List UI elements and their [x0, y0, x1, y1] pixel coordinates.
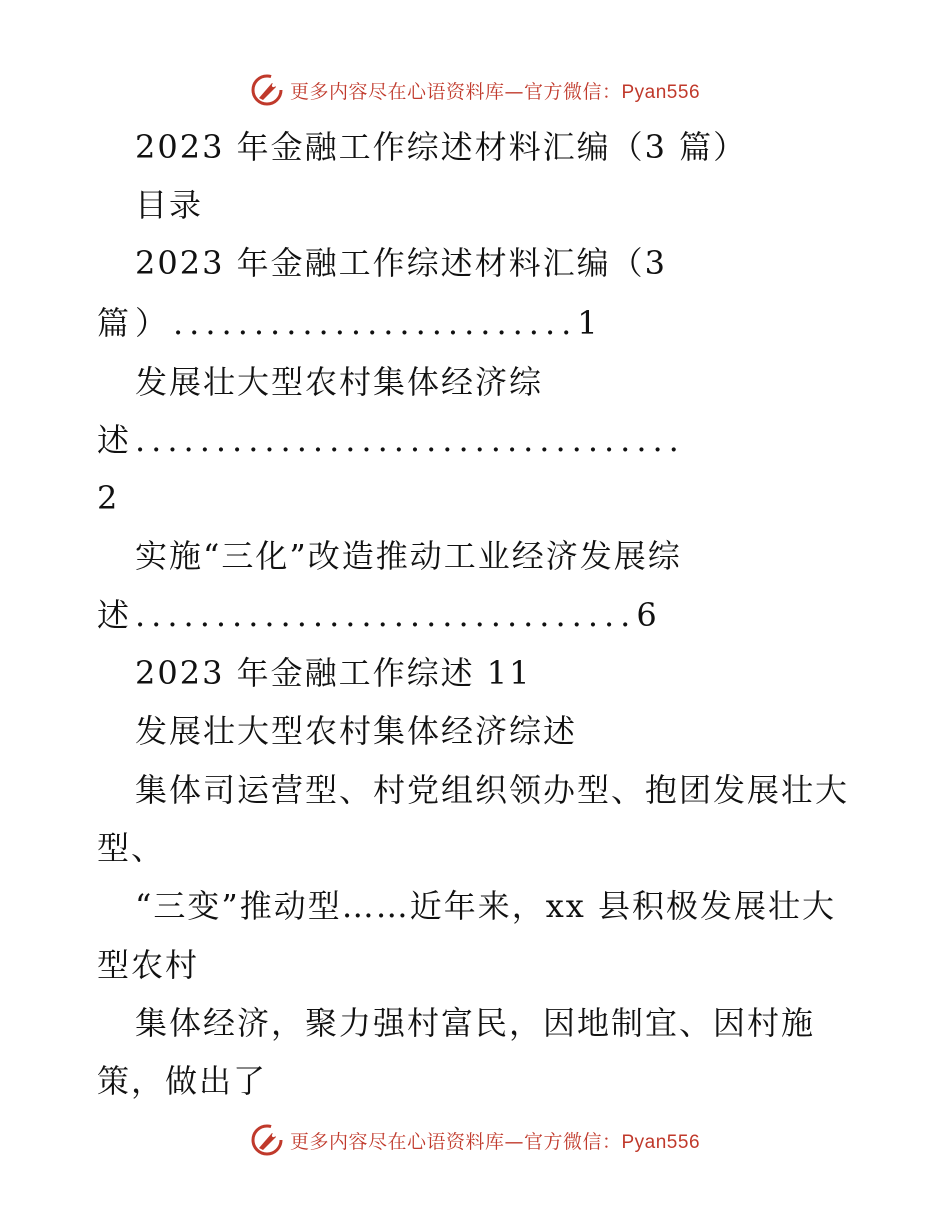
toc-entry-3-line1: 实施“三化”改造推动工业经济发展综 — [135, 537, 682, 575]
paragraph-1-line2: 型、 — [97, 829, 166, 867]
toc-heading: 目录 — [135, 186, 204, 224]
paragraph-2-line2: 型农村 — [97, 946, 200, 984]
toc-entry-3-line2: 述...............................6 — [97, 596, 663, 634]
toc-entry-2-line2: 述.................................. — [97, 421, 685, 459]
paragraph-1-line1: 集体司运营型、村党组织领办型、抱团发展壮大 — [135, 771, 850, 809]
watermark-text: 更多内容尽在心语资料库—官方微信：Pyan556 — [289, 1130, 701, 1153]
toc-entry-2-line3: 2 — [97, 479, 120, 517]
watermark-footer — [0, 1120, 950, 1160]
pen-nib-logo-icon — [250, 1123, 284, 1157]
paragraph-3-line1: 集体经济，聚力强村富民，因地制宜、因村施 — [135, 1004, 816, 1042]
article-title: 发展壮大型农村集体经济综述 — [135, 712, 578, 750]
toc-entry-1-line1: 2023 年金融工作综述材料汇编（3 — [135, 244, 667, 282]
document-title: 2023 年金融工作综述材料汇编（3 篇） — [135, 128, 748, 166]
toc-entry-4-line1: 2023 年金融工作综述 11 — [135, 654, 532, 692]
watermark-text: 更多内容尽在心语资料库—官方微信：Pyan556 — [289, 80, 701, 103]
paragraph-3-line2: 策，做出了 — [97, 1062, 268, 1100]
watermark-header — [0, 70, 950, 110]
toc-entry-2-line1: 发展壮大型农村集体经济综 — [135, 363, 544, 401]
pen-nib-logo-icon — [250, 73, 284, 107]
paragraph-2-line1: “三变”推动型……近年来，xx 县积极发展壮大 — [135, 887, 836, 925]
toc-entry-1-line2: 篇）.........................1 — [97, 304, 604, 342]
